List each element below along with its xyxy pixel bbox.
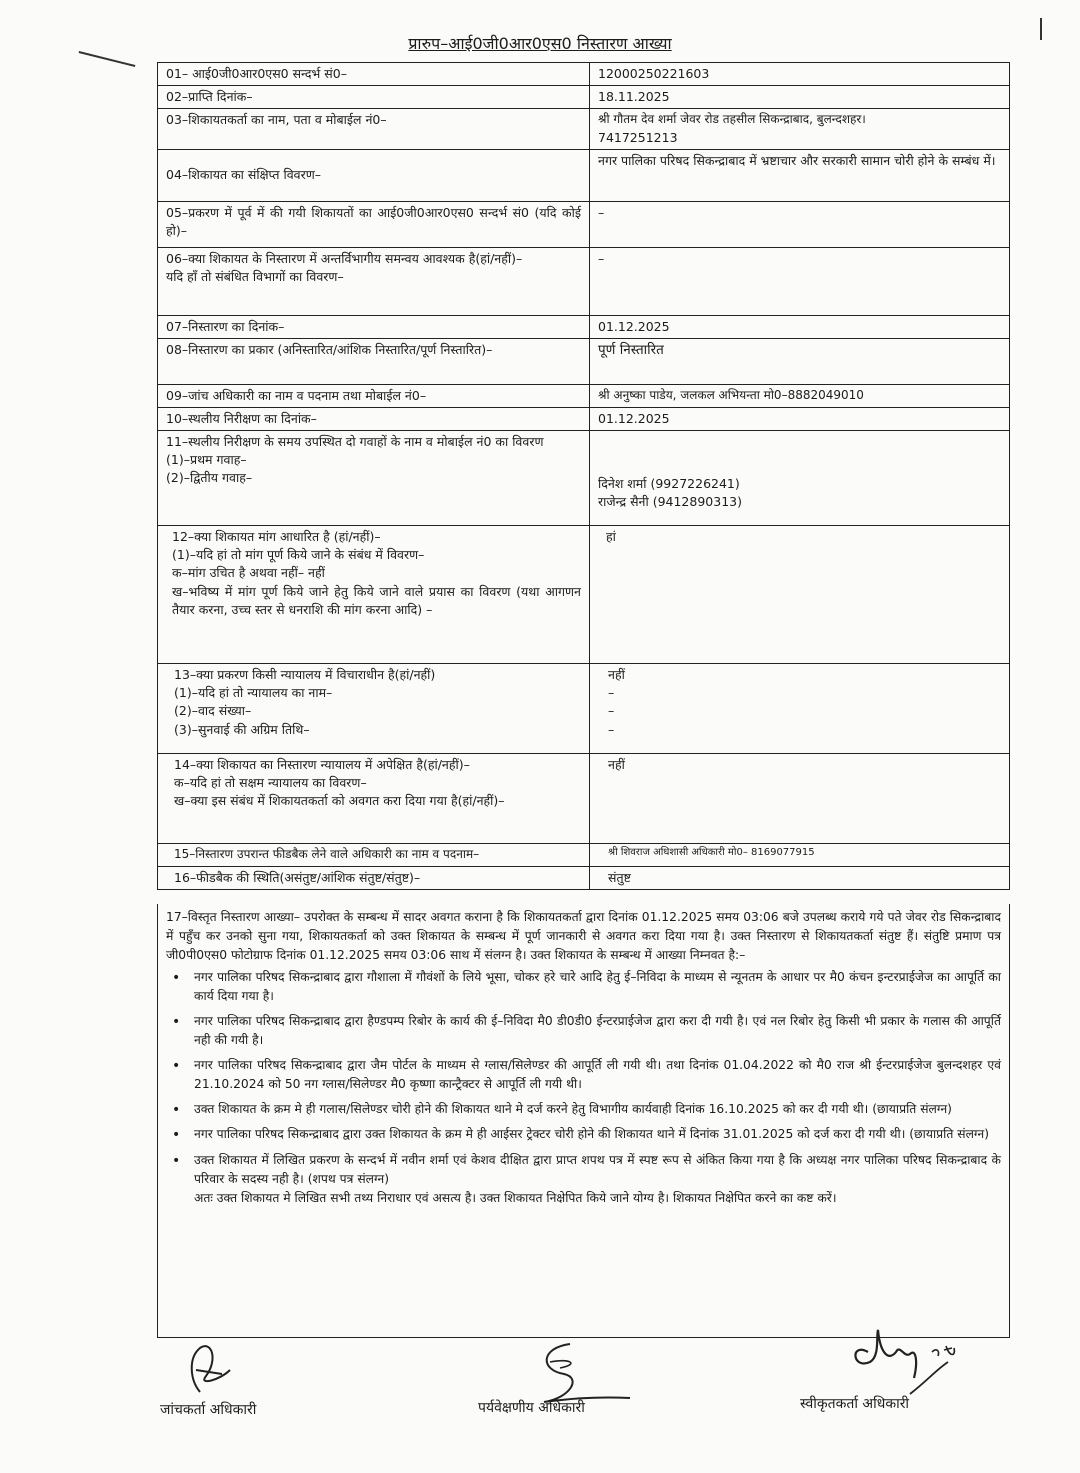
table-row xyxy=(158,526,1010,664)
report-conclusion: अतः उक्त शिकायत मे लिखित सभी तथ्य निराधार एवं असत्य है। उक्त शिकायत निक्षेपित किये जाने योग्य है। शिकायत निक्षेपित करने का कष्ट करें। xyxy=(194,1190,837,1205)
list-item: • नगर पालिका परिषद सिकन्द्राबाद द्वारा हैण्डपम्प रिबोर के कार्य की ई–निविदा मै0 डी0डी0 ईन्टरप्राईजेज द्वारा करा दी गयी है। एवं नल रिबोर हेतु किसी भी प्रकार के गलास की आपूर्ति नही की गयी है। xyxy=(166,1012,1001,1050)
field-label: 14–क्या शिकायत का निस्तारण न्यायालय में अपेक्षित है(हां/नहीं)– xyxy=(174,757,470,773)
field-label: 08–निस्तारण का प्रकार (अनिस्तारित/आंशिक निस्तारित/पूर्ण निस्तारित)– xyxy=(158,338,590,384)
table-row xyxy=(158,408,1010,431)
table-row xyxy=(158,754,1010,844)
list-item: • नगर पालिका परिषद सिकन्द्राबाद द्वारा जैम पोर्टल के माध्यम से ग्लास/सिलेण्डर की आपूर्ति ली गयी थी। तथा दिनांक 01.04.2022 को मै0 राज श्री ईन्टरप्राईजेज बुलन्दशहर एवं 21.10.2024 को 50 नग ग्लास/सिलेण्डर मै0 कृष्णा कान्ट्रैक्टर से आपूर्ति ली गयी थी। xyxy=(166,1056,1001,1094)
witness-1-label: (1)–प्रथम गवाह– xyxy=(166,452,247,468)
table-row xyxy=(158,63,1010,86)
field-value: – xyxy=(590,247,1010,315)
list-item: • नगर पालिका परिषद सिकन्द्राबाद द्वारा गौशाला में गौवंशों के लिये भूसा, चोकर हरे चारे आदि हेतु ई–निविदा के माध्यम से न्यूनतम के आधार पर मै0 कंचन इन्टरप्राईजेज का आपूर्ति का कार्य दिया गया है। xyxy=(166,968,1001,1006)
list-item: • नगर पालिका परिषद सिकन्द्राबाद द्वारा उक्त शिकायत के क्रम मे ही आईसर ट्रेक्टर चोरी होने की शिकायत थाने में दिनांक 31.01.2025 को दर्ज करा दी गयी थी। (छायाप्रति संलग्न) xyxy=(166,1125,1001,1144)
field-sublabel: यदि हॉं तो संबंधित विभागों का विवरण– xyxy=(166,268,344,284)
court-values xyxy=(590,664,1010,754)
table-row xyxy=(158,315,1010,338)
field-label: 16–फीडबैक की स्थिति(असंतुष्ट/आंशिक संतुष्ट/संतुष्ट)– xyxy=(158,866,590,889)
table-row xyxy=(158,149,1010,201)
field-label: 10–स्थलीय निरीक्षण का दिनांक– xyxy=(158,408,590,431)
field-label: 01– आई0जी0आर0एस0 सन्दर्भ सं0– xyxy=(158,63,590,86)
report-intro: 17–विस्तृत निस्तारण आख्या– उपरोक्त के सम्बन्ध में सादर अवगत कराना है कि शिकायतकर्ता द्वारा दिनांक 01.12.2025 समय 03:06 बजे उपलब्ध कराये गये पते जेवर रोड सिकन्द्राबाद में पहुँच कर उनको सुना गया, शिकायतकर्ता को उक्त शिकायत के सम्बन्ध में पूर्ण जानकारी से अवगत करा दिया गया है। उक्त निस्तारण से शिकायतकर्ता संतुष्ट हैं। संतुष्टि प्रमाण पत्र जी0पी0एस0 फोटोग्राफ दिनांक 01.12.2025 समय 03:06 साथ में संलग्न है। उक्त शिकायत के सम्बन्ध में आख्या निम्नवत है:– xyxy=(166,910,1001,963)
field-label: 04–शिकायत का संक्षिप्त विवरण– xyxy=(158,149,590,201)
detailed-report xyxy=(157,904,1010,1338)
field-sublabel: क–यदि हां तो सक्षम न्यायालय का विवरण– xyxy=(174,775,367,791)
table-row xyxy=(158,844,1010,866)
field-sublabel: (3)–सुनवाई की अग्रिम तिथि– xyxy=(174,721,310,737)
demand-labels xyxy=(158,526,590,664)
table-row xyxy=(158,247,1010,315)
field-label: 13–क्या प्रकरण किसी न्यायालय में विचाराधीन है(हां/नहीं) xyxy=(174,667,436,683)
report-points xyxy=(166,968,1001,1188)
field-label: 12–क्या शिकायत मांग आधारित है (हां/नहीं)– xyxy=(172,529,381,545)
field-value: हां xyxy=(590,526,1010,664)
field-sublabel: ख–भविष्य में मांग पूर्ण किये जाने हेतु किये जाने वाले प्रयास का विवरण (यथा आगणन तैयार करना, उच्च स्तर से धनराशि की मांग करना आदि) – xyxy=(172,583,581,617)
field-value: – xyxy=(608,703,615,719)
field-value: पूर्ण निस्तारित xyxy=(590,338,1010,384)
supervisor-signature-label: पर्यवेक्षणीय अधिकारी xyxy=(478,1400,585,1416)
list-item: • उक्त शिकायत में लिखित प्रकरण के सन्दर्भ में नवीन शर्मा एवं केशव दीक्षित द्वारा प्राप्त शपथ पत्र में स्पष्ट रूप से अंकित किया गया है कि अध्यक्ष नगर पालिका परिषद सिकन्द्राबाद के परिवार के सदस्य नही है। (शपथ पत्र संलग्न) xyxy=(166,1151,1001,1189)
investigator-signature-label: जांचकर्ता अधिकारी xyxy=(160,1402,257,1418)
list-item: • उक्त शिकायत के क्रम मे ही गलास/सिलेण्डर चोरी होने की शिकायत थाने मे दर्ज करने हेतु विभागीय कार्यवाही दिनांक 16.10.2025 को कर दी गयी थी। (छायाप्रति संलग्न) xyxy=(166,1100,1001,1119)
field-value: श्री अनुष्का पाडेय, जलकल अभियन्ता मो0–8882049010 xyxy=(590,384,1010,407)
witness-2-label: (2)–द्वितीय गवाह– xyxy=(166,470,253,486)
approver-signature xyxy=(840,1322,980,1402)
field-label: 11–स्थलीय निरीक्षण के समय उपस्थित दो गवाहों के नाम व मोबाईल नं0 का विवरण xyxy=(166,434,544,450)
complainant-mobile: 7417251213 xyxy=(598,129,678,145)
table-row xyxy=(158,866,1010,889)
field-sublabel: क–मांग उचित है अथवा नहीं– नहीं xyxy=(172,565,325,581)
field-sublabel: ख–क्या इस संबंध में शिकायतकर्ता को अवगत करा दिया गया है(हां/नहीं)– xyxy=(174,793,505,809)
field-label: 15–निस्तारण उपरान्त फीडबैक लेने वाले अधिकारी का नाम व पदनाम– xyxy=(158,844,590,866)
witness-1-name: दिनेश शर्मा (9927226241) xyxy=(598,476,740,492)
witness-2-name: राजेन्द्र सैनी (9412890313) xyxy=(598,494,742,510)
table-row xyxy=(158,431,1010,526)
field-label: 09–जांच अधिकारी का नाम व पदनाम तथा मोबाईल नं0– xyxy=(158,384,590,407)
complaint-form-table xyxy=(157,62,1010,890)
field-label: 05–प्रकरण में पूर्व में की गयी शिकायतों का आई0जी0आर0एस0 सन्दर्भ सं0 (यदि कोई हो)– xyxy=(158,201,590,247)
field-value: नहीं xyxy=(590,754,1010,844)
investigator-signature xyxy=(160,1340,290,1400)
field-label: 02–प्राप्ति दिनांक– xyxy=(158,86,590,109)
field-label: 06–क्या शिकायत के निस्तारण में अन्तर्विभागीय समन्वय आवश्यक है(हां/नहीं)– xyxy=(166,250,523,266)
field-value-group xyxy=(590,109,1010,150)
court-labels xyxy=(158,664,590,754)
field-value: – xyxy=(608,721,615,737)
field-value: 01.12.2025 xyxy=(590,408,1010,431)
field-value: श्री शिवराज अधिशासी अधिकारी मो0– 8169077915 xyxy=(590,844,1010,866)
field-label-group xyxy=(158,247,590,315)
table-row xyxy=(158,664,1010,754)
field-value: – xyxy=(590,201,1010,247)
table-row xyxy=(158,86,1010,109)
field-sublabel: (1)–यदि हां तो न्यायालय का नाम– xyxy=(174,685,333,701)
field-value: संतुष्ट xyxy=(590,866,1010,889)
field-sublabel: (2)–वाद संख्या– xyxy=(174,703,252,719)
complainant-address: श्री गौतम देव शर्मा जेवर रोड तहसील सिकन्द्राबाद, बुलन्दशहर। xyxy=(598,112,866,127)
form-title: प्रारुप–आई0जी0आर0एस0 निस्तारण आख्या xyxy=(408,34,672,53)
field-label: 03–शिकायतकर्ता का नाम, पता व मोबाईल नं0– xyxy=(158,109,590,150)
table-row xyxy=(158,201,1010,247)
table-row xyxy=(158,338,1010,384)
field-value: 01.12.2025 xyxy=(590,315,1010,338)
court-expected-labels xyxy=(158,754,590,844)
witness-values xyxy=(590,431,1010,526)
field-value: नहीं xyxy=(608,667,625,683)
witness-labels xyxy=(158,431,590,526)
table-row xyxy=(158,384,1010,407)
field-sublabel: (1)–यदि हां तो मांग पूर्ण किये जाने के संबंध में विवरण– xyxy=(172,547,425,563)
field-value: – xyxy=(608,685,615,701)
field-value: 12000250221603 xyxy=(590,63,1010,86)
field-label: 07–निस्तारण का दिनांक– xyxy=(158,315,590,338)
field-value: नगर पालिका परिषद सिकन्द्राबाद में भ्रष्टाचार और सरकारी सामान चोरी होने के सम्बंध में। xyxy=(590,149,1010,201)
approver-signature-label: स्वीकृतकर्ता अधिकारी xyxy=(800,1396,910,1412)
table-row xyxy=(158,109,1010,150)
field-value: 18.11.2025 xyxy=(590,86,1010,109)
